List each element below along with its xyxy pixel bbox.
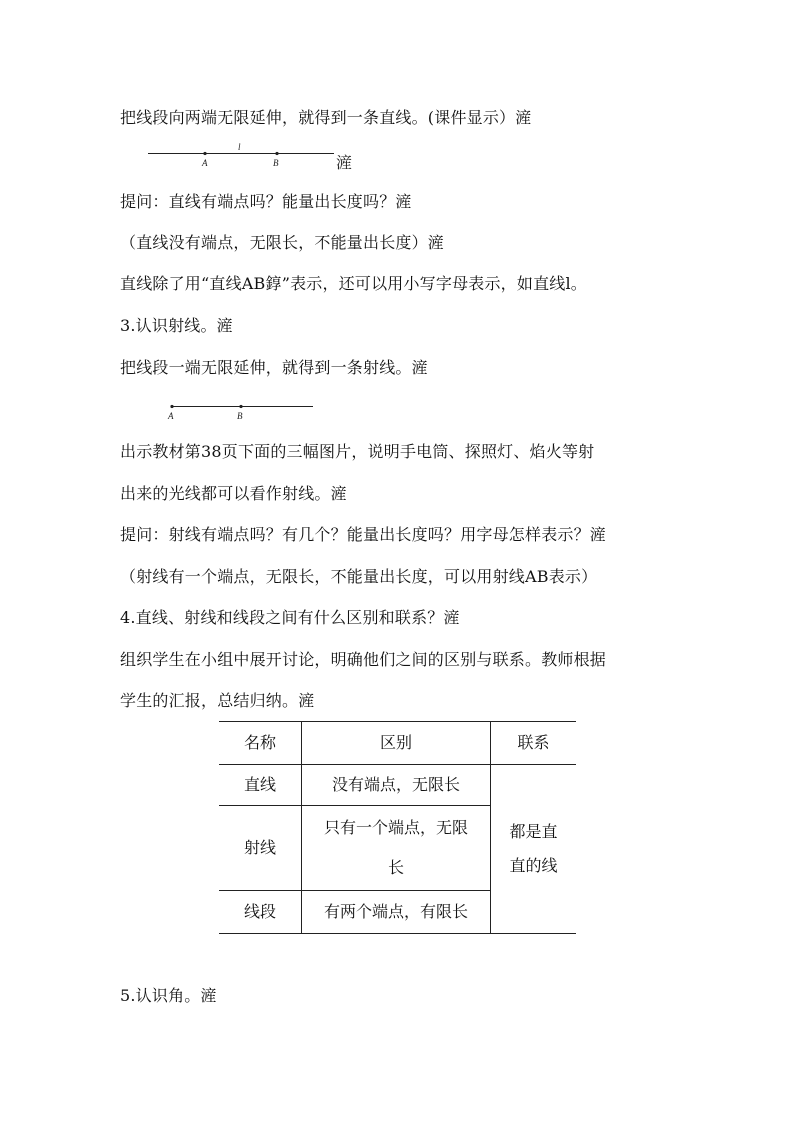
text-line-2: 提问：直线有端点吗？能量出长度吗？滻 [120,192,412,211]
header-relation: 联系 [491,722,577,765]
header-difference: 区别 [302,722,491,765]
text-line-1: 把线段向两端无限延伸，就得到一条直线。(课件显示）滻 [120,108,532,127]
text-line-6: 把线段一端无限延伸，就得到一条射线。滻 [120,358,428,377]
row-name: 线段 [219,891,302,934]
row-difference-line-2: 长 [387,858,404,877]
ray-point-a-dot [170,405,173,408]
text-line-3: （直线没有端点，无限长，不能量出长度）滻 [120,233,445,252]
row-difference [302,806,491,891]
relation-cell [491,765,577,934]
text-line-10: （射线有一个端点，无限长，不能量出长度，可以用射线AB表示） [120,567,598,586]
ray-point-b-dot [239,405,242,408]
row-name: 射线 [219,806,302,891]
point-a-label: A [202,158,208,168]
text-line-8: 出来的光线都可以看作射线。滻 [120,484,347,503]
text-line-5: 3.认识射线。滻 [120,316,233,335]
comparison-table [219,721,576,934]
ray-figure [0,0,794,430]
relation-line-1: 都是直 [509,822,558,841]
ray-point-a-label: A [168,411,174,421]
text-line-9: 提问：射线有端点吗？有几个？能量出长度吗？用字母怎样表示？滻 [120,525,607,544]
row-difference-line-1: 只有一个端点，无限 [323,818,468,837]
table-row [219,765,576,806]
text-line-13: 学生的汇报，总结归纳。滻 [120,691,315,710]
relation-line-2: 直的线 [509,856,558,875]
text-line-4: 直线除了用“直线AB錞”表示，还可以用小写字母表示，如直线l。 [120,274,587,293]
line-name-label: l [238,142,241,152]
text-line-14: 5.认识角。滻 [120,986,217,1005]
figure-trailing-mark: 滻 [336,153,353,172]
text-line-7: 出示教材第38页下面的三幅图片，说明手电筒、探照灯、焰火等射 [120,442,595,461]
text-line-12: 组织学生在小组中展开讨论，明确他们之间的区别与联系。教师根据 [120,650,607,669]
ray-point-b-label: B [237,411,243,421]
row-difference: 有两个端点，有限长 [302,891,491,934]
header-name: 名称 [219,722,302,765]
row-difference: 没有端点，无限长 [302,765,491,806]
point-b-label: B [273,158,279,168]
row-name: 直线 [219,765,302,806]
text-line-11: 4.直线、射线和线段之间有什么区别和联系？滻 [120,608,460,627]
table-header-row [219,722,576,765]
